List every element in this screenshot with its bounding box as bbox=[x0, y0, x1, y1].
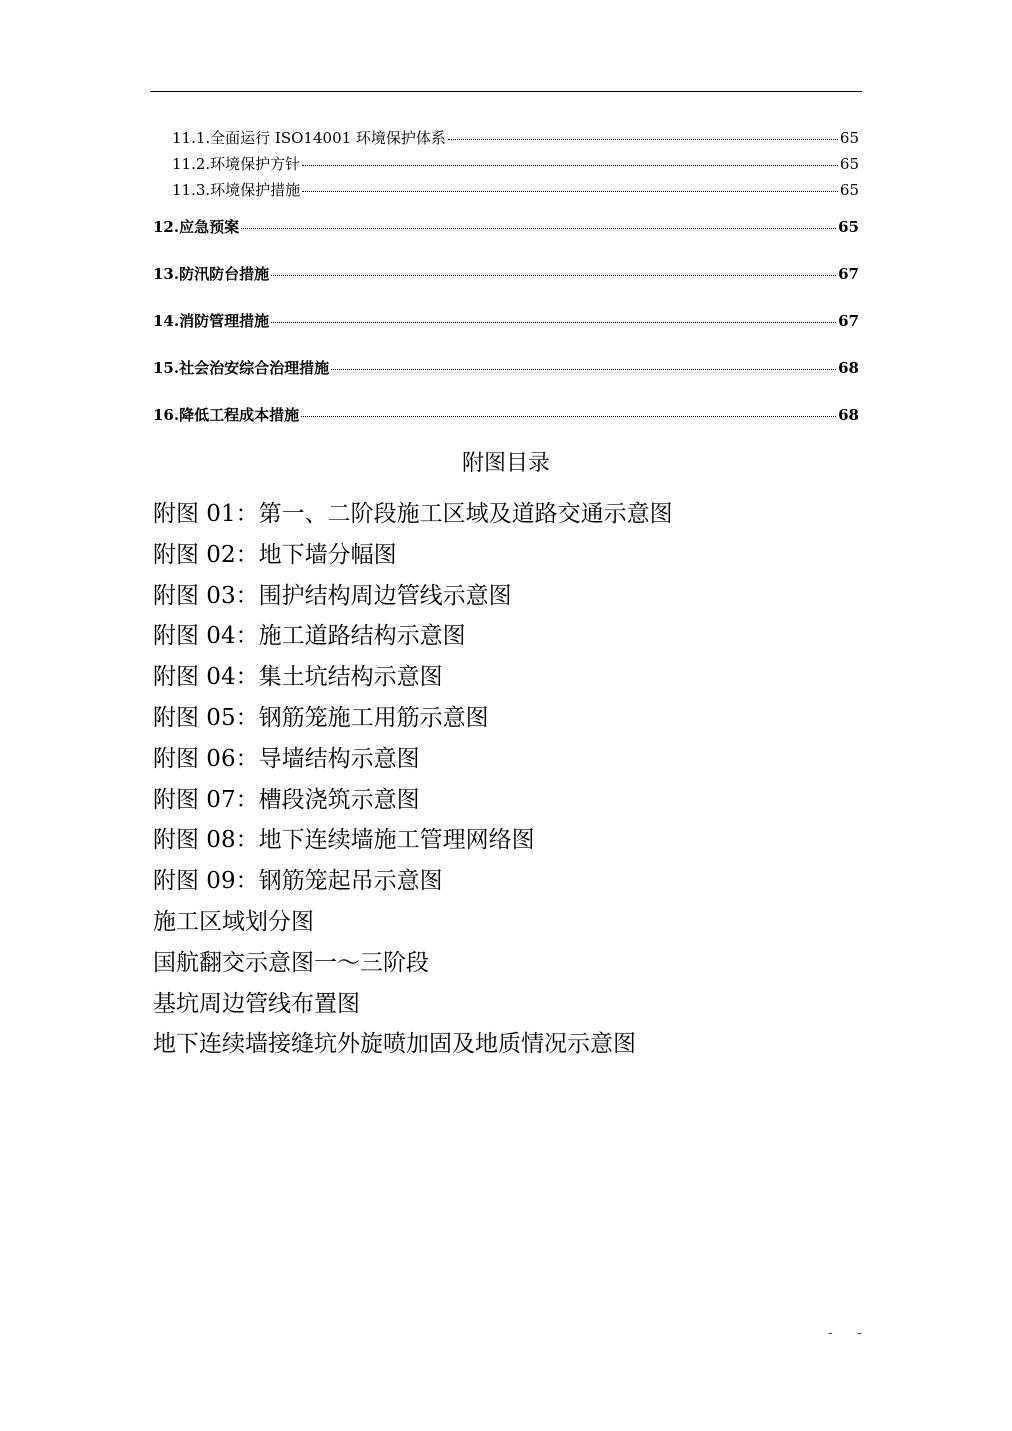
figure-list-item: 附图 02：地下墙分幅图 bbox=[153, 541, 397, 568]
figure-list-item: 施工区域划分图 bbox=[153, 908, 314, 935]
toc-entry-label: 15.社会治安综合治理措施 bbox=[153, 359, 330, 377]
toc-leader-dots bbox=[331, 369, 836, 370]
toc-entry-12[interactable] bbox=[153, 216, 859, 237]
toc-leader-dots bbox=[448, 139, 838, 140]
figure-list-item: 附图 01：第一、二阶段施工区域及道路交通示意图 bbox=[153, 501, 673, 527]
figure-list-item: 国航翻交示意图一～三阶段 bbox=[153, 949, 429, 976]
figure-list-item: 地下连续墙接缝坑外旋喷加固及地质情况示意图 bbox=[153, 1031, 636, 1058]
toc-entry-page: 65 bbox=[839, 129, 859, 147]
toc-entry-page: 67 bbox=[838, 265, 859, 283]
toc-leader-dots bbox=[302, 191, 838, 192]
toc-entry-11-3[interactable] bbox=[172, 179, 859, 200]
toc-entry-13[interactable] bbox=[153, 263, 859, 284]
toc-entry-page: 65 bbox=[839, 181, 859, 199]
figure-list-item: 附图 07：槽段浇筑示意图 bbox=[153, 786, 420, 813]
figure-list-item: 附图 04：集土坑结构示意图 bbox=[153, 664, 443, 691]
header-rule bbox=[150, 91, 862, 92]
toc-entry-14[interactable] bbox=[153, 310, 859, 331]
toc-entry-page: 65 bbox=[838, 218, 859, 236]
toc-entry-page: 68 bbox=[838, 406, 859, 424]
figure-list-item: 基坑周边管线布置图 bbox=[153, 990, 360, 1017]
toc-leader-dots bbox=[271, 275, 836, 276]
figure-list-item: 附图 09：钢筋笼起吊示意图 bbox=[153, 868, 443, 895]
toc-entry-11-2[interactable] bbox=[172, 153, 859, 174]
figure-list-item: 附图 04：施工道路结构示意图 bbox=[153, 623, 466, 650]
figure-list bbox=[153, 494, 853, 1065]
figure-list-item: 附图 03：围护结构周边管线示意图 bbox=[153, 582, 512, 609]
toc-leader-dots bbox=[241, 228, 836, 229]
figure-list-item: 附图 08：地下连续墙施工管理网络图 bbox=[153, 827, 535, 854]
toc-entry-16[interactable] bbox=[153, 404, 859, 425]
toc-entry-label: 11.3.环境保护措施 bbox=[172, 181, 301, 199]
toc-leader-dots bbox=[271, 322, 836, 323]
toc-entry-label: 14.消防管理措施 bbox=[153, 312, 270, 330]
toc-leader-dots bbox=[301, 416, 836, 417]
toc-entry-label: 12.应急预案 bbox=[153, 218, 240, 236]
toc-entry-page: 67 bbox=[838, 312, 859, 330]
toc-entry-label: 11.1.全面运行 ISO14001 环境保护体系 bbox=[172, 129, 446, 147]
toc-entry-label: 13.防汛防台措施 bbox=[153, 265, 270, 283]
toc-entry-label: 11.2.环境保护方针 bbox=[172, 155, 301, 173]
figure-list-item: 附图 05：钢筋笼施工用筋示意图 bbox=[153, 704, 489, 731]
toc-entry-11-1[interactable] bbox=[172, 127, 859, 148]
toc-entry-15[interactable] bbox=[153, 357, 859, 378]
page-number-mark: - - bbox=[828, 1325, 872, 1341]
figure-list-item: 附图 06：导墙结构示意图 bbox=[153, 745, 420, 772]
toc-entry-label: 16.降低工程成本措施 bbox=[153, 406, 300, 424]
toc-leader-dots bbox=[302, 165, 838, 166]
toc-entry-page: 68 bbox=[838, 359, 859, 377]
toc-entry-page: 65 bbox=[839, 155, 859, 173]
figure-list-heading: 附图目录 bbox=[461, 451, 550, 476]
